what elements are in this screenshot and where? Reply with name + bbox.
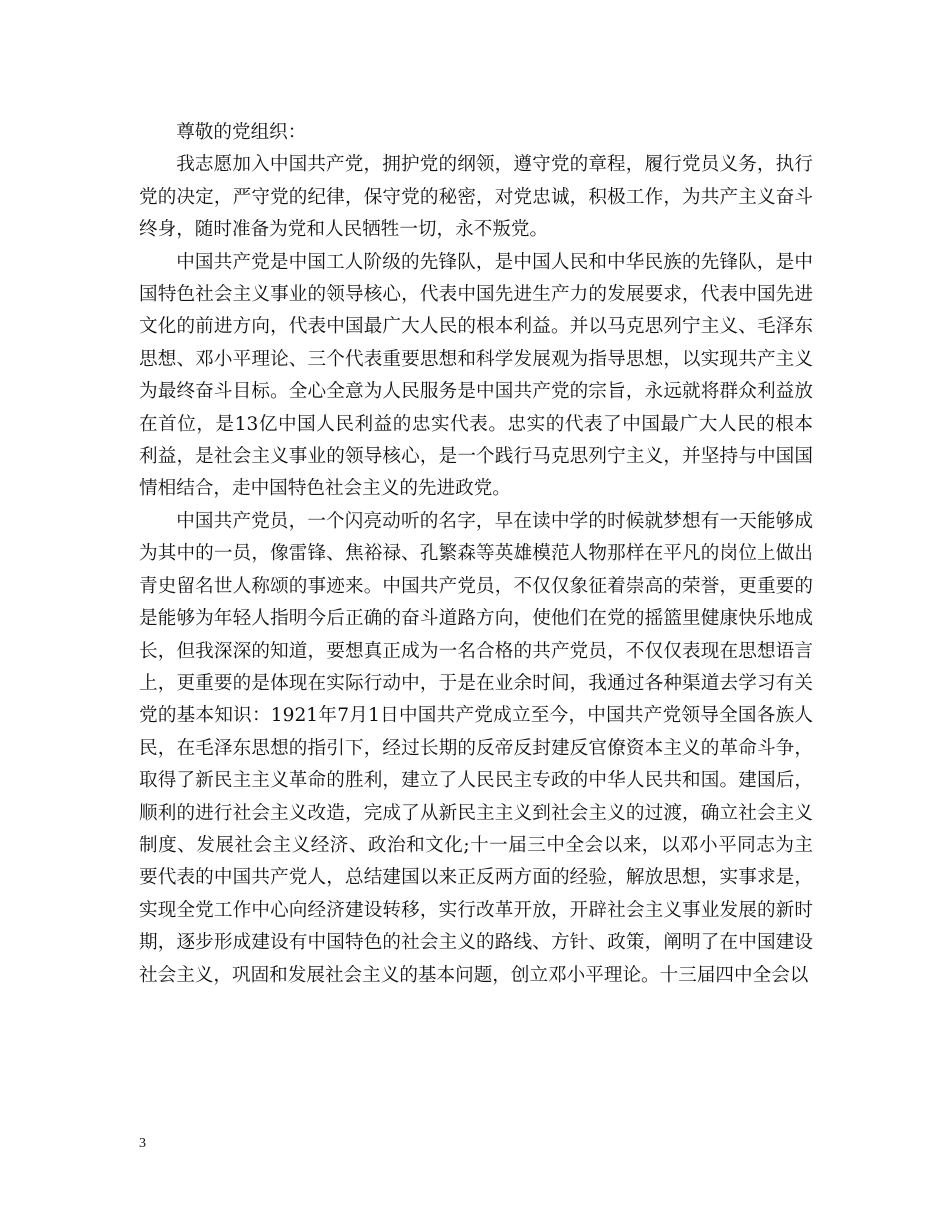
- paragraph-3: 中国共产党员，一个闪亮动听的名字，早在读中学的时候就梦想有一天能够成为其中的一员，像雷锋、焦裕禄、孔繁森等英雄模范人物那样在平凡的岗位上做出青史留名世人称颂的事迹来。中国共产党员，不仅仅象征着崇高的荣誉，更重要的是能够为年轻人指明今后正确的奋斗道路方向，使他们在党的摇篮里健康快乐地成长，但我深深的知道，要想真正成为一名合格的共产党员，不仅仅表现在思想语言上，更重要的是体现在实际行动中，于是在业余时间，我通过各种渠道去学习有关党的基本知识：1921年7月1日中国共产党成立至今，中国共产党领导全国各族人民，在毛泽东思想的指引下，经过长期的反帝反封建反官僚资本主义的革命斗争，取得了新民主主义革命的胜利，建立了人民民主专政的中华人民共和国。建国后，顺利的进行社会主义改造，完成了从新民主主义到社会主义的过渡，确立社会主义制度、发展社会主义经济、政治和文化;十一届三中全会以来，以邓小平同志为主要代表的中国共产党人，总结建国以来正反两方面的经验，解放思想，实事求是，实现全党工作中心向经济建设转移，实行改革开放，开辟社会主义事业发展的新时期，逐步形成建设有中国特色的社会主义的路线、方针、政策，阐明了在中国建设社会主义，巩固和发展社会主义的基本问题，创立邓小平理论。十三届四中全会以: [139, 510, 813, 986]
- document-body: [139, 117, 813, 992]
- page-number: 3: [139, 1136, 146, 1151]
- salutation: 尊敬的党组织：: [176, 122, 307, 143]
- paragraph-1: 我志愿加入中国共产党，拥护党的纲领，遵守党的章程，履行党员义务，执行党的决定，严守党的纪律，保守党的秘密，对党忠诚，积极工作，为共产主义奋斗终身，随时准备为党和人民牺牲一切，永不叛党。: [139, 154, 813, 241]
- paragraph-2: 中国共产党是中国工人阶级的先锋队，是中国人民和中华民族的先锋队，是中国特色社会主义事业的领导核心，代表中国先进生产力的发展要求，代表中国先进文化的前进方向，代表中国最广大人民的根本利益。并以马克思列宁主义、毛泽东思想、邓小平理论、三个代表重要思想和科学发展观为指导思想，以实现共产主义为最终奋斗目标。全心全意为人民服务是中国共产党的宗旨，永远就将群众利益放在首位，是13亿中国人民利益的忠实代表。忠实的代表了中国最广大人民的根本利益，是社会主义事业的领导核心，是一个践行马克思列宁主义，并坚持与中国国情相结合，走中国特色社会主义的先进政党。: [139, 251, 813, 500]
